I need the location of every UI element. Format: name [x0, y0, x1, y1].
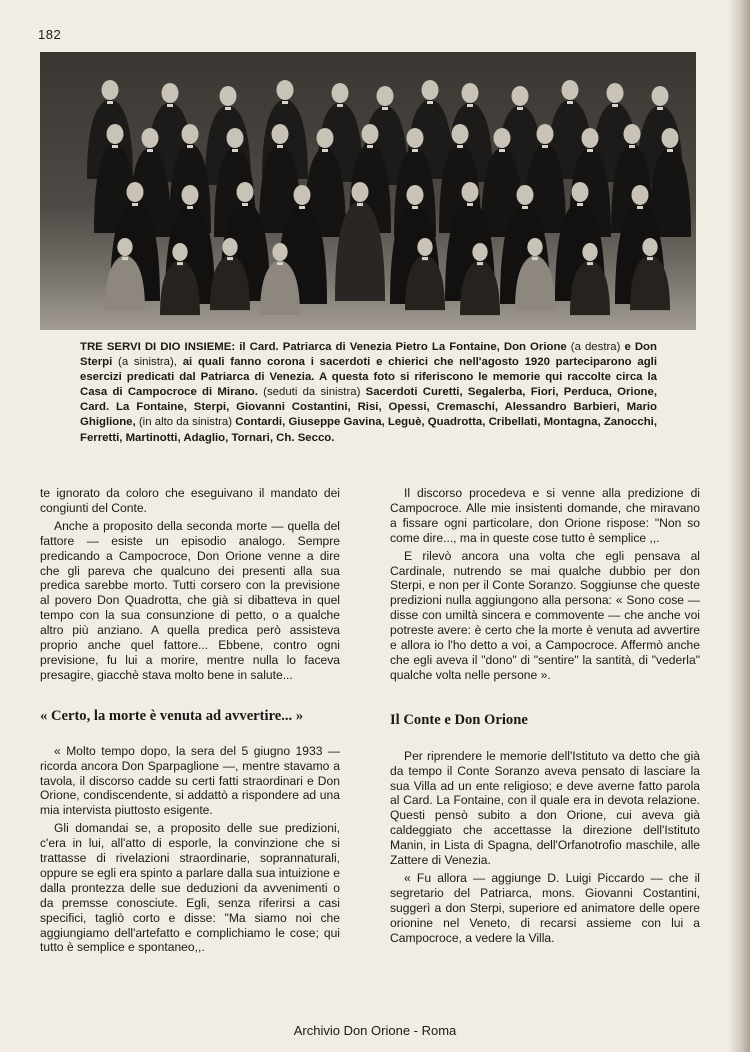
- figure-head: [642, 238, 657, 256]
- figure-head: [452, 124, 469, 144]
- left-section-heading: « Certo, la morte è venuta ad avvertire... »: [40, 707, 304, 724]
- caption-paren-1: (a destra): [566, 341, 625, 353]
- figure-head: [142, 128, 159, 148]
- figure-collar: [612, 104, 618, 107]
- figure-head: [537, 124, 554, 144]
- figure-collar: [107, 101, 113, 104]
- left-paragraph-1: te ignorato da coloro che eseguivano il mandato dei congiunti del Conte.: [40, 486, 340, 515]
- figure-collar: [337, 104, 343, 107]
- right-column: [390, 486, 700, 948]
- figure-head: [172, 243, 187, 261]
- figure-collar: [567, 101, 573, 104]
- figure-head: [362, 124, 379, 144]
- figure-collar: [187, 206, 193, 209]
- figure-collar: [629, 145, 635, 148]
- figure-collar: [277, 262, 283, 265]
- figure-head: [352, 182, 369, 202]
- figure-collar: [542, 145, 548, 148]
- figure-head: [272, 124, 289, 144]
- figure-collar: [412, 206, 418, 209]
- figure-head: [317, 128, 334, 148]
- figure-collar: [577, 203, 583, 206]
- figure-head: [462, 83, 479, 103]
- figure-head: [582, 128, 599, 148]
- figure-head: [662, 128, 679, 148]
- figure-collar: [477, 262, 483, 265]
- figure-head: [624, 124, 641, 144]
- figure-head: [517, 185, 534, 205]
- figure-head: [632, 185, 649, 205]
- figure-collar: [467, 104, 473, 107]
- figure-collar: [647, 257, 653, 260]
- figure-head: [294, 185, 311, 205]
- figure-head: [582, 243, 597, 261]
- figure-collar: [167, 104, 173, 107]
- figure-collar: [657, 107, 663, 110]
- figure-collar: [232, 149, 238, 152]
- figure-head: [572, 182, 589, 202]
- caption-part-2: e Don Sterpi: [80, 341, 657, 369]
- figure-head: [182, 124, 199, 144]
- figure-head: [377, 86, 394, 106]
- caption-part-1: il Card. Patriarca di Venezia Pietro La Fontaine, Don Orione: [235, 341, 567, 353]
- figure-head: [607, 83, 624, 103]
- figure-collar: [422, 257, 428, 260]
- figure-collar: [367, 145, 373, 148]
- caption-paren-4: (in alto da sinistra): [135, 416, 236, 429]
- figure-collar: [382, 107, 388, 110]
- figure-head: [222, 238, 237, 256]
- left-paragraph-3: « Molto tempo dopo, la sera del 5 giugno 1933 — ricorda ancora Don Sparpaglione —, mentre stavamo a tavola, il discorso cadde su certi fatti straordinari e Don Orione, condiscendente, si addattò a rispondere ad una mia intervista piuttosto esigente.: [40, 743, 340, 818]
- figure-collar: [499, 149, 505, 152]
- figure-collar: [587, 262, 593, 265]
- figure-head: [102, 80, 119, 100]
- figure-head: [562, 80, 579, 100]
- figure-head: [237, 182, 254, 202]
- figure-head: [117, 238, 132, 256]
- figure-collar: [427, 101, 433, 104]
- figure-head: [407, 128, 424, 148]
- right-section-heading: Il Conte e Don Orione: [390, 711, 528, 728]
- right-paragraph-1: Il discorso procedeva e si venne alla predizione di Campocroce. Alle mie insistenti domande, che miravano a fissare ogni particolare, don Orione rispose: "Non so come dire..., ma in queste cose tutto è semplice ,,.: [390, 486, 700, 545]
- page-number: 182: [38, 27, 62, 42]
- figure-collar: [147, 149, 153, 152]
- figure-collar: [132, 203, 138, 206]
- figure-head: [527, 238, 542, 256]
- left-paragraph-4: Gli domandai se, a proposito delle sue predizioni, c'era in lui, all'atto di esporle, la convinzione che si trattasse di rivelazioni straordinarie, soprannaturali, oppure se egli era spinto a parlare dalla sua intuizione e dalla prontezza delle sue deduzioni da avvenimenti o da premsse conosciute. Egli, senza riferirsi a casi specifici, tagliò corto e disse: "Ma siamo noi che aggiungiamo dell'artefatto e complichiamo le cose; qui tutto è semplice e spontaneo,,.: [40, 821, 340, 955]
- figure-head: [472, 243, 487, 261]
- figure-head: [127, 182, 144, 202]
- page-edge-shadow: [728, 0, 750, 1052]
- figure-collar: [532, 257, 538, 260]
- figure-collar: [667, 149, 673, 152]
- caption-part-5: Contardi, Giuseppe Gavina, Leguè, Quadrotta, Cribellati, Montagna, Zanocchi, Ferretti, Martinotti, Adaglio, Tornari, Ch. Secco.: [80, 416, 657, 444]
- figure-collar: [587, 149, 593, 152]
- photo-caption: [80, 340, 657, 446]
- figure-head: [417, 238, 432, 256]
- figure-head: [220, 86, 237, 106]
- figure-collar: [225, 107, 231, 110]
- figure-collar: [299, 206, 305, 209]
- figure-collar: [122, 257, 128, 260]
- figure-head: [277, 80, 294, 100]
- figure-collar: [177, 262, 183, 265]
- figure-collar: [227, 257, 233, 260]
- archive-footer: Archivio Don Orione - Roma: [293, 1023, 457, 1038]
- figure-head: [494, 128, 511, 148]
- figure-collar: [112, 145, 118, 148]
- group-photo-priests-icon: [40, 52, 696, 330]
- figure-collar: [637, 206, 643, 209]
- caption-part-4: Sacerdoti Curetti, Segalerba, Fiori, Perduca, Orione, Card. La Fontaine, Sterpi, Giovanni Costantini, Risi, Opessi, Cremaschi, Alessandro Barbieri, Mario Ghiglione,: [80, 386, 658, 429]
- figure-collar: [457, 145, 463, 148]
- figure-collar: [522, 206, 528, 209]
- caption-paren-2: (a sinistra),: [112, 356, 183, 369]
- figure-collar: [282, 101, 288, 104]
- figure-head: [512, 86, 529, 106]
- figure-collar: [242, 203, 248, 206]
- caption-paren-3: (seduti da sinistra): [257, 386, 366, 399]
- left-column: [40, 486, 340, 958]
- figure-head: [422, 80, 439, 100]
- figure-head: [407, 185, 424, 205]
- figure-head: [652, 86, 669, 106]
- caption-part-3: ai quali fanno corona i sacerdoti e chierici che nell'agosto 1920 parteciparono agli esercizi predicati dal Patriarca di Venezia. A questa foto si riferiscono le memorie qui raccolte circa la Casa di Campocroce di Mirano.: [80, 356, 657, 399]
- figure-head: [332, 83, 349, 103]
- figure-collar: [467, 203, 473, 206]
- figure-head: [272, 243, 287, 261]
- figure-collar: [412, 149, 418, 152]
- right-paragraph-4: « Fu allora — aggiunge D. Luigi Piccardo — che il segretario del Patriarca, mons. Giovanni Costantini, suggerì a don Sterpi, superiore ed animatore delle opere orionine nel Veneto, di recarsi assieme con lui a Campocroce, a vedere la Villa.: [390, 870, 700, 945]
- figure-head: [162, 83, 179, 103]
- figure-collar: [187, 145, 193, 148]
- figure-collar: [277, 145, 283, 148]
- figure-head: [107, 124, 124, 144]
- left-paragraph-2: Anche a proposito della seconda morte — quella del fattore — esiste un episodio analogo. Sempre predicando a Campocroce, Don Orione venne a dire che gli pareva che qualcuno dei presenti alla sua predica sarebbe morto. Tutti corsero con la previsione al povero Don Quadrotta, che già si dibatteva in quel tempo con la sua consunzione di petto, o a qualche altro più anziano. A quella predica però assisteva proprio anche quel fattore... Ebbene, contro ogni previsione, fu lui a morire, mentre nulla lo faceva presagire, giacchè stava molto bene in salute...: [40, 518, 340, 682]
- group-photo: [40, 52, 696, 330]
- figure-head: [182, 185, 199, 205]
- right-paragraph-2: E rilevò ancora una volta che egli pensava al Cardinale, nutrendo se mai qualche dubbio per don Sterpi, e non per il Conte Soranzo. Soggiunse che queste predizioni nulla aggiungono alla persona: « Sono cose — disse con umiltà sincera e commovente — che anche voi potreste avere: è certo che la morte è venuta ad avvertire e allora io l'ho detto a voi, a Campocroce. Affermò anche che egli aveva il "dono" di "sentire" la santità, di "vederla" qualche volta nelle persone ».: [390, 548, 700, 682]
- figure-collar: [322, 149, 328, 152]
- figure-collar: [357, 203, 363, 206]
- figure-collar: [517, 107, 523, 110]
- figure-head: [227, 128, 244, 148]
- caption-lead: TRE SERVI DI DIO INSIEME:: [80, 341, 236, 353]
- right-paragraph-3: Per riprendere le memorie dell'Istituto va detto che già da tempo il Conte Soranzo aveva pensato di lasciare la sua Villa ad un ente religioso; e deve averne fatto parola al Card. La Fontaine, con il quale era in devota relazione. Questi pensò subito a don Orione, cui aveva già caldeggiato che accettasse la direzione dell'Istituto Manin, in Lista di Spagna, dell'Orfanotrofio maschile, alle Zattere di Venezia.: [390, 748, 700, 868]
- figure-head: [462, 182, 479, 202]
